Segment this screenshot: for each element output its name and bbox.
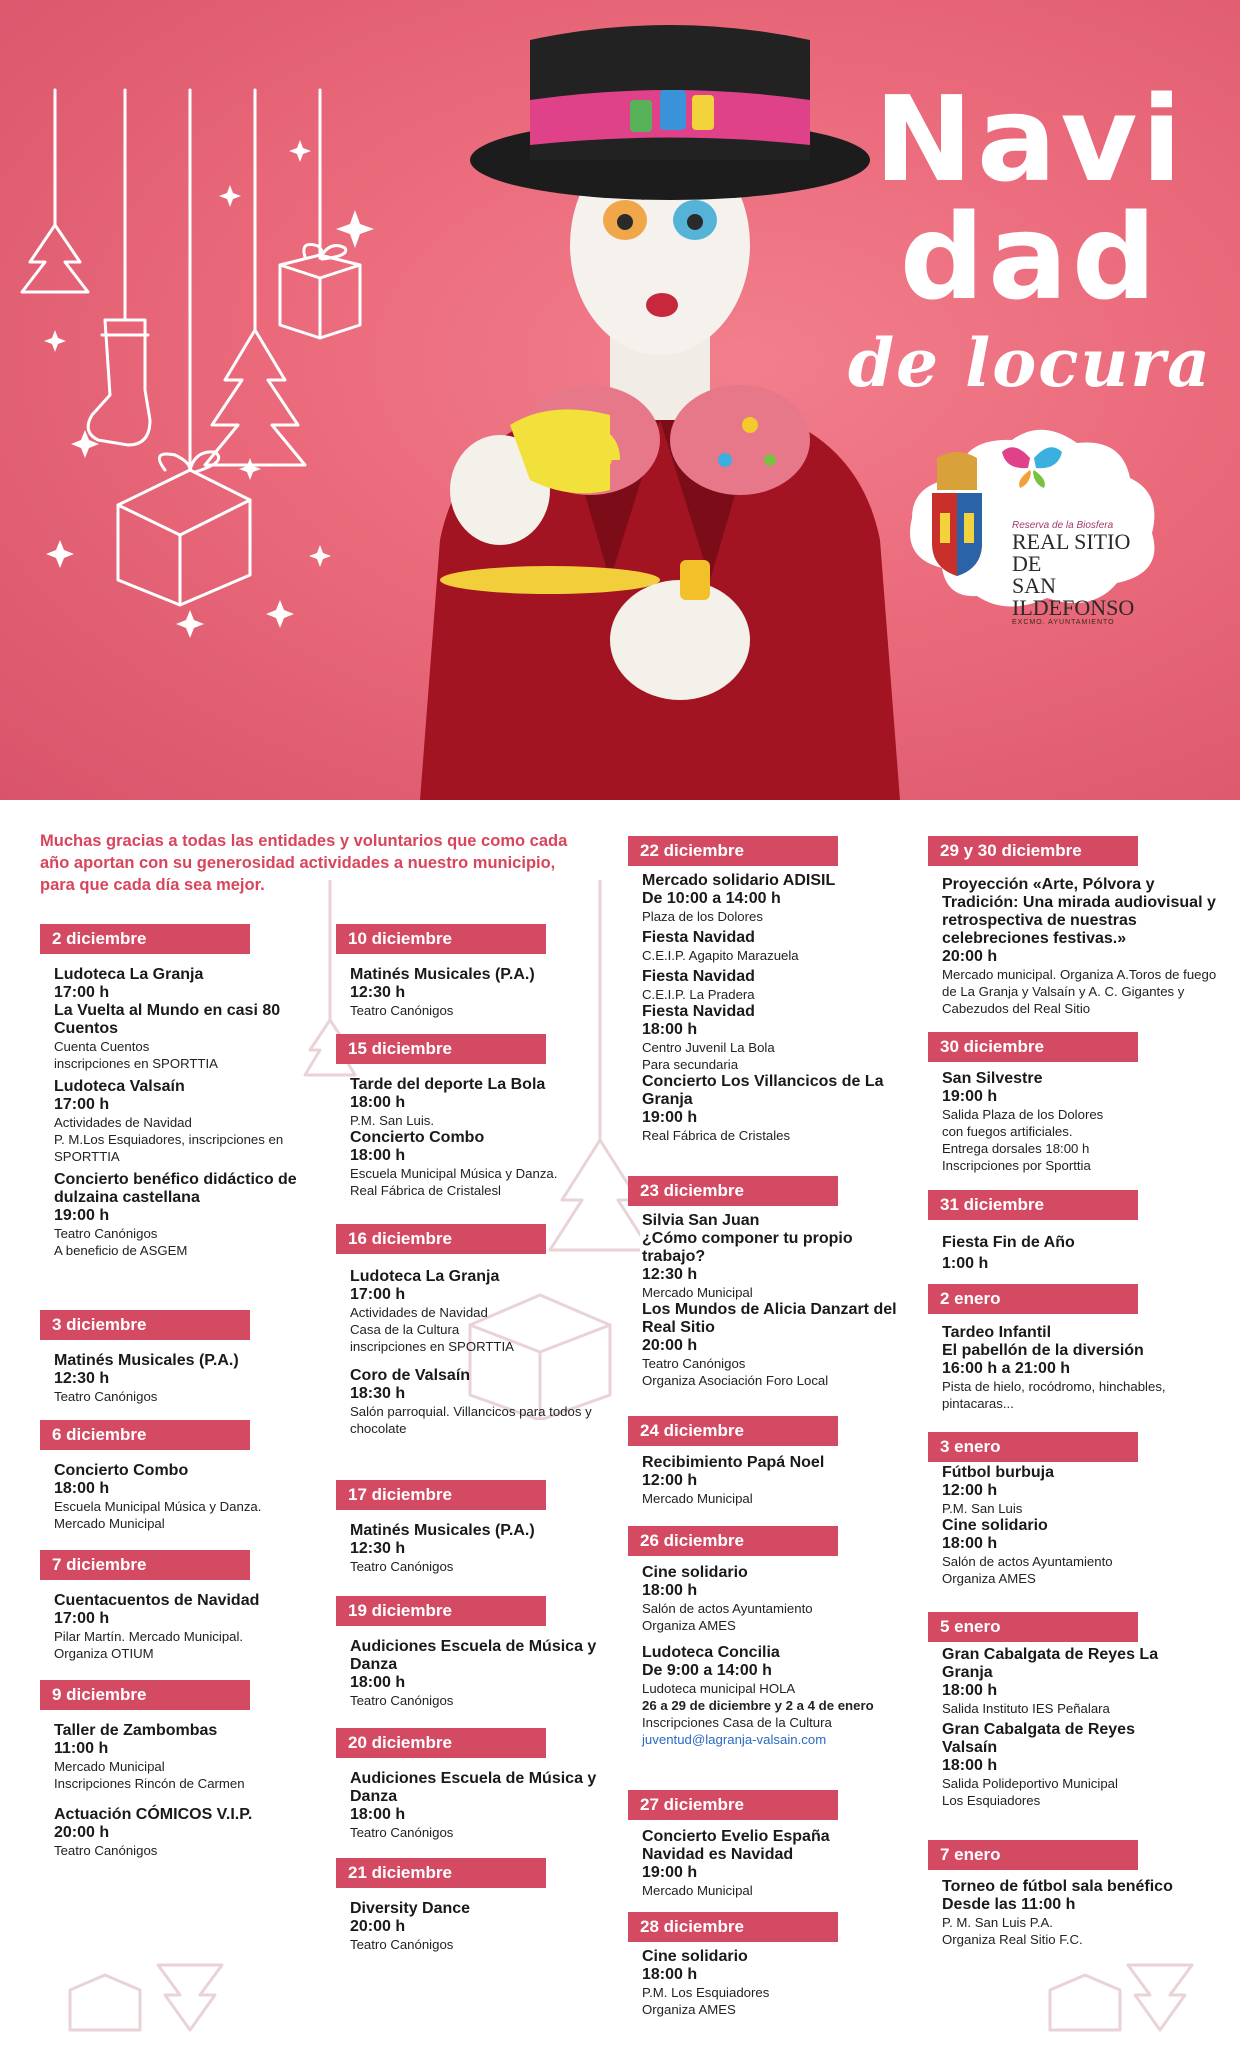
day-header: 31 diciembre [928,1190,1138,1220]
event-detail: Para secundaria [642,1057,739,1072]
event-time: 18:30 h [350,1385,406,1402]
day-23-diciembre [628,1176,908,1389]
event [336,966,601,1019]
day-header: 3 diciembre [40,1310,250,1340]
event [336,1770,601,1841]
day-header: 20 diciembre [336,1728,546,1758]
event-title: Matinés Musicales (P.A.) [350,966,535,983]
event-title: Concierto Los Villancicos de La Granja [642,1073,884,1108]
event-detail: Escuela Municipal Música y Danza. [350,1166,558,1181]
event [336,1268,601,1355]
event-time: 19:00 h [54,1207,110,1224]
event-time: De 10:00 a 14:00 h [642,890,781,907]
day-header: 6 diciembre [40,1420,250,1450]
logo-ayuntamiento: EXCMO. AYUNTAMIENTO [1012,619,1115,626]
event-detail: P.M. San Luis [942,1501,1023,1516]
event-title: Concierto Combo [54,1462,189,1479]
event-detail: Teatro Canónigos [642,1356,746,1371]
event [628,1828,908,1899]
logo-realsitio-1: REAL SITIO DE [1012,529,1131,576]
day-7-enero [928,1840,1228,1948]
event-title: Cine solidario [642,1564,748,1581]
event [928,1234,1228,1273]
event-detail: Teatro Canónigos [54,1389,158,1404]
event-title: Matinés Musicales (P.A.) [54,1352,239,1369]
event [336,1076,601,1199]
event-detail: Escuela Municipal Música y Danza. [54,1499,262,1514]
event-detail: Cuenta Cuentos [54,1039,150,1054]
event [628,872,908,1144]
day-16-diciembre [336,1224,601,1437]
day-21-diciembre [336,1858,601,1953]
event-title: La Vuelta al Mundo en casi 80 Cuentos [54,1002,281,1037]
event-detail: Teatro Canónigos [350,1559,454,1574]
event-title: Los Mundos de Alicia Danzart del Real Sitio [642,1301,897,1336]
event-title: El pabellón de la diversión [942,1342,1144,1359]
event-detail: con fuegos artificiales. [942,1124,1073,1139]
event-time: 17:00 h [54,1610,110,1627]
logo-realsitio-2: SAN ILDEFONSO [1012,573,1135,620]
event [928,1324,1228,1412]
event [40,1352,310,1405]
event [628,1644,908,1748]
event-detail: Salón parroquial. Villancicos para todos y chocolate [350,1404,592,1436]
day-header: 15 diciembre [336,1034,546,1064]
day-header: 28 diciembre [628,1912,838,1942]
day-15-diciembre [336,1034,601,1199]
day-header: 24 diciembre [628,1416,838,1446]
event-time: De 9:00 a 14:00 h [642,1662,772,1679]
event-title: Concierto Evelio España Navidad es Navidad [642,1828,830,1863]
day-header: 30 diciembre [928,1032,1138,1062]
intro-text: Muchas gracias a todas las entidades y voluntarios que como cada año aportan con su generosidad actividades a nuestro municipio, para que cada día sea mejor. [40,832,568,894]
event-detail: P. M. San Luis P.A. [942,1915,1053,1930]
event [928,1070,1228,1174]
event-title: ¿Cómo componer tu propio trabajo? [642,1230,853,1265]
day-header: 3 enero [928,1432,1138,1462]
event [336,1522,601,1575]
event-time: 11:00 h [54,1740,109,1757]
event-title: Cine solidario [942,1517,1048,1534]
coat-of-arms-icon [932,452,982,576]
event-detail: Mercado Municipal [642,1285,753,1300]
event-title: Diversity Dance [350,1900,471,1917]
event [336,1367,601,1437]
event-detail: Mercado Municipal [642,1491,753,1506]
event-time: 12:30 h [54,1370,110,1387]
event [40,1462,310,1532]
event-title: Ludoteca Valsaín [54,1078,185,1095]
event-time: 20:00 h [642,1337,698,1354]
event [40,966,310,1072]
event-detail: Centro Juvenil La Bola [642,1040,775,1055]
event-time: 18:00 h [942,1757,998,1774]
event-detail: Plaza de los Dolores [642,909,763,924]
day-header: 17 diciembre [336,1480,546,1510]
day-17-diciembre [336,1480,601,1575]
event [928,1646,1228,1809]
event-detail: Mercado Municipal [54,1516,165,1531]
event-title: Proyección «Arte, Pólvora y Tradición: Una mirada audiovisual y retrospectiva de nuestras celebreciones festivas.» [942,876,1216,947]
event-title: Audiciones Escuela de Música y Danza [350,1638,597,1673]
hero-banner [0,0,1240,800]
event-detail: Organiza AMES [942,1571,1036,1586]
event [40,1592,310,1662]
event [40,1806,310,1859]
event-detail: Salón de actos Ayuntamiento [942,1554,1113,1569]
event [628,1564,908,1634]
day-header: 19 diciembre [336,1596,546,1626]
event-title: Fiesta Navidad [642,968,755,985]
event-time: 18:00 h [54,1480,110,1497]
event-title: Fiesta Navidad [642,1003,755,1020]
day-header: 9 diciembre [40,1680,250,1710]
day-header: 16 diciembre [336,1224,546,1254]
event-detail: Teatro Canónigos [350,1693,454,1708]
day-3-diciembre [40,1310,310,1405]
event-detail: Ludoteca municipal HOLA [642,1681,796,1696]
event-title: Audiciones Escuela de Música y Danza [350,1770,597,1805]
event-time: 20:00 h [54,1824,110,1841]
event-detail: C.E.I.P. La Pradera [642,987,755,1002]
event-time: 20:00 h [350,1918,406,1935]
event-detail: A beneficio de ASGEM [54,1243,188,1258]
event-time: 19:00 h [642,1864,698,1881]
event-detail: Real Fábrica de Cristalesl [350,1183,501,1198]
day-2-diciembre [40,924,310,1259]
event-detail: Real Fábrica de Cristales [642,1128,791,1143]
event-time: 12:30 h [350,984,406,1001]
day-header: 29 y 30 diciembre [928,836,1138,866]
event-title: Concierto benéfico didáctico de dulzaina castellana [54,1171,297,1206]
event [628,1948,908,2018]
event-title: Concierto Combo [350,1129,485,1146]
event-detail: Mercado Municipal [54,1759,165,1774]
day-19-diciembre [336,1596,601,1709]
event-time: 18:00 h [350,1147,406,1164]
event-title: Recibimiento Papá Noel [642,1454,825,1471]
event [928,1878,1228,1948]
event-detail: Organiza AMES [642,1618,736,1633]
day-31-diciembre [928,1190,1228,1273]
event-title: Cuentacuentos de Navidad [54,1592,260,1609]
event-detail: Los Esquiadores [942,1793,1041,1808]
day-header: 27 diciembre [628,1790,838,1820]
event-detail: Pilar Martín. Mercado Municipal. [54,1629,244,1644]
day-30-diciembre [928,1032,1228,1174]
event-detail: Casa de la Cultura [350,1322,460,1337]
event [628,1212,908,1389]
event-time: 12:30 h [350,1540,406,1557]
event [928,1464,1228,1587]
event-detail: Mercado Municipal [642,1883,753,1898]
event-time: 17:00 h [54,1096,110,1113]
event-detail: Salida Instituto IES Peñalara [942,1701,1110,1716]
event-title: Coro de Valsaín [350,1367,471,1384]
event-detail: Teatro Canónigos [54,1843,158,1858]
event-detail: inscripciones en SPORTTIA [350,1339,514,1354]
day-header: 7 enero [928,1840,1138,1870]
event [40,1078,310,1165]
day-header: 2 enero [928,1284,1138,1314]
event-title: Gran Cabalgata de Reyes Valsaín [942,1721,1135,1756]
event-title: Cine solidario [642,1948,748,1965]
event-title: Ludoteca La Granja [54,966,204,983]
day-26-diciembre [628,1526,908,1748]
event-time: 1:00 h [942,1255,989,1272]
event-detail: Actividades de Navidad [350,1305,488,1320]
event-detail: Salida Polideportivo Municipal [942,1776,1118,1791]
event-detail: Teatro Canónigos [350,1937,454,1952]
title-line-1: Navi [874,70,1186,208]
day-24-diciembre [628,1416,908,1507]
event-title: Torneo de fútbol sala benéfico [942,1878,1173,1895]
event-time: 12:00 h [642,1472,698,1489]
event-time: Desde las 11:00 h [942,1896,1076,1913]
title-line-3: de locura [848,324,1212,402]
event-time: 18:00 h [350,1674,406,1691]
event [40,1171,310,1259]
event-title: Actuación CÓMICOS V.I.P. [54,1806,253,1823]
email-link[interactable]: juventud@lagranja-valsain.com [642,1732,827,1747]
event [628,1454,908,1507]
event-detail: Organiza AMES [642,2002,736,2017]
event-dates: 26 a 29 de diciembre y 2 a 4 de enero [642,1698,874,1713]
event-title: Tardeo Infantil [942,1324,1052,1341]
event-title: Fiesta Fin de Año [942,1234,1075,1251]
event-title: Silvia San Juan [642,1212,760,1229]
day-10-diciembre [336,924,601,1019]
event-time: 18:00 h [942,1682,998,1699]
event-detail: C.E.I.P. Agapito Marazuela [642,948,799,963]
event-detail: Inscripciones por Sporttia [942,1158,1091,1173]
event-detail: Inscripciones Casa de la Cultura [642,1715,832,1730]
day-22-diciembre [628,836,908,1144]
event-time: 12:30 h [642,1266,698,1283]
day-5-enero [928,1612,1228,1809]
event [40,1722,310,1792]
event-time: 19:00 h [942,1088,998,1105]
event-detail: inscripciones en SPORTTIA [54,1056,218,1071]
event-title: Matinés Musicales (P.A.) [350,1522,535,1539]
event-title: Fiesta Navidad [642,929,755,946]
logo-text [1012,520,1152,626]
event-title: Taller de Zambombas [54,1722,218,1739]
event-time: 18:00 h [350,1094,406,1111]
event-title: San Silvestre [942,1070,1043,1087]
event-detail: Teatro Canónigos [350,1003,454,1018]
program-section [0,800,1240,2048]
day-header: 23 diciembre [628,1176,838,1206]
day-header: 10 diciembre [336,924,546,954]
event-time: 19:00 h [642,1109,698,1126]
day-2-enero [928,1284,1228,1412]
event-detail: Organiza Real Sitio F.C. [942,1932,1083,1947]
day-header: 22 diciembre [628,836,838,866]
event-title: Fútbol burbuja [942,1464,1054,1481]
event-detail: Organiza OTIUM [54,1646,154,1661]
day-header: 26 diciembre [628,1526,838,1556]
event-detail: Salida Plaza de los Dolores [942,1107,1104,1122]
day-9-diciembre [40,1680,310,1859]
event-time: 18:00 h [642,1021,698,1038]
day-20-diciembre [336,1728,601,1841]
event-detail: P.M. San Luis. [350,1113,435,1128]
poster-title [830,70,1230,402]
event-time: 20:00 h [942,948,998,965]
event-time: 18:00 h [942,1535,998,1552]
title-line-2: dad [899,188,1161,326]
day-header: 2 diciembre [40,924,250,954]
event-time: 18:00 h [642,1966,698,1983]
day-28-diciembre [628,1912,908,2018]
day-header: 21 diciembre [336,1858,546,1888]
event-detail: P. M.Los Esquiadores, inscripciones en SPORTTIA [54,1132,284,1164]
event-time: 18:00 h [642,1582,698,1599]
event-time: 18:00 h [350,1806,406,1823]
event-detail: Teatro Canónigos [54,1226,158,1241]
day-27-diciembre [628,1790,908,1899]
event [336,1638,601,1709]
event-detail: Mercado municipal. Organiza A.Toros de fuego de La Granja y Valsaín y A. C. Gigantes y Cabezudos del Real Sitio [942,967,1217,1016]
day-header: 7 diciembre [40,1550,250,1580]
day-header: 5 enero [928,1612,1138,1642]
event [336,1900,601,1953]
event-time: 17:00 h [54,984,110,1001]
event-detail: Pista de hielo, rocódromo, hinchables, pintacaras... [942,1379,1166,1411]
event-time: 17:00 h [350,1286,406,1303]
event-detail: Salón de actos Ayuntamiento [642,1601,813,1616]
event-detail: P.M. Los Esquiadores [642,1985,770,2000]
event-detail: Organiza Asociación Foro Local [642,1373,829,1388]
event-detail: Teatro Canónigos [350,1825,454,1840]
day-29-30-diciembre [928,836,1228,1017]
event-detail: Inscripciones Rincón de Carmen [54,1776,245,1791]
event [928,876,1228,1017]
day-7-diciembre [40,1550,310,1662]
day-6-diciembre [40,1420,310,1532]
event-time: 16:00 h a 21:00 h [942,1360,1071,1377]
event-time: 12:00 h [942,1482,998,1499]
event-title: Ludoteca La Granja [350,1268,500,1285]
event-title: Ludoteca Concilia [642,1644,780,1661]
day-3-enero [928,1432,1228,1587]
event-title: Gran Cabalgata de Reyes La Granja [942,1646,1159,1681]
event-detail: Actividades de Navidad [54,1115,192,1130]
event-detail: Entrega dorsales 18:00 h [942,1141,1090,1156]
logo-biosfera: Reserva de la Biosfera [1012,520,1114,531]
event-title: Tarde del deporte La Bola [350,1076,546,1093]
event-title: Mercado solidario ADISIL [642,872,836,889]
